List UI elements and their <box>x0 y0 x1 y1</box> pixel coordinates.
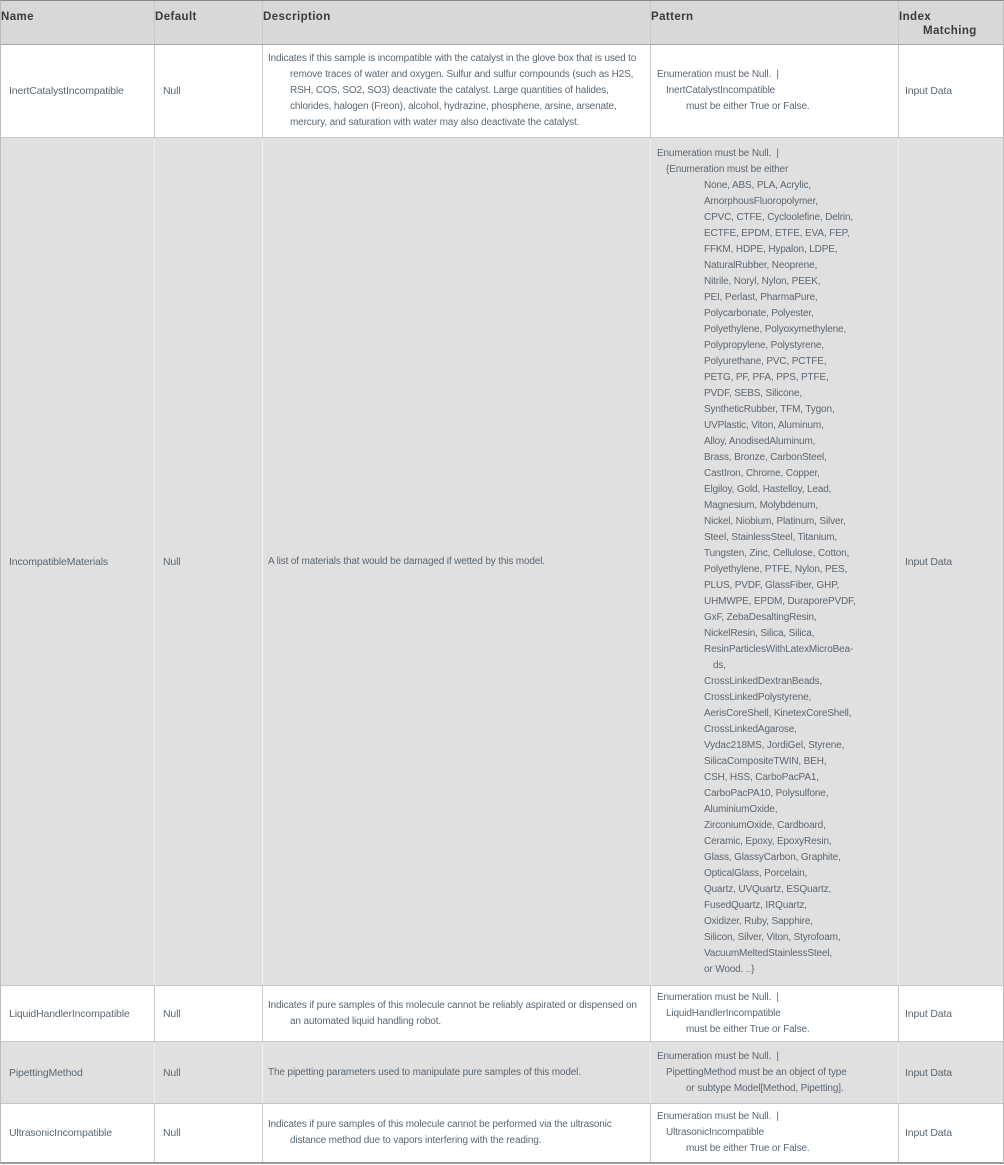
index-matching-cell <box>899 138 1004 985</box>
field-name: PipettingMethod <box>9 1066 83 1079</box>
field-name-cell <box>1 45 155 137</box>
pattern-text: Enumeration must be Null. | PipettingMethod must be an object of type or subtype Model[Method, Pipetting]. <box>657 1050 847 1094</box>
field-name-cell <box>1 1104 155 1162</box>
field-name-cell <box>1 1042 155 1103</box>
field-name: UltrasonicIncompatible <box>9 1127 112 1139</box>
description-text: Indicates if pure samples of this molecule cannot be performed via the ultrasonic distance method due to vapors interfering with the reading. <box>268 1119 612 1146</box>
description-cell <box>263 138 651 985</box>
default-value: Null <box>163 1127 181 1139</box>
field-name: IncompatibleMaterials <box>9 555 108 568</box>
pattern-cell <box>651 1104 899 1162</box>
table-row <box>1 45 1003 138</box>
default-value: Null <box>163 1007 181 1020</box>
default-value: Null <box>163 1066 181 1079</box>
index-matching-cell <box>899 1104 1004 1162</box>
description-cell <box>263 1042 651 1103</box>
description-cell <box>263 1104 651 1162</box>
pattern-text: Enumeration must be Null. | {Enumeration must be either None, ABS, PLA, Acrylic, AmorphousFluoropolymer, CPVC, CTFE, Cycloolefine, Delrin, ECTFE, EPDM, ETFE, EVA, FEP, FFKM, HDPE, Hypalon, LDPE, NaturalRubber, Neoprene, Nitrile, Noryl, Nylon, PEEK, PEI, Perlast, PharmaPure, Polycarbonate, Polyester, Polyethylene, Polyoxymethylene, Polypropylene, Polystyrene, Polyurethane, PVC, PCTFE, PETG, PF, PFA, PPS, PTFE, PVDF, SEBS, Silicone, SyntheticRubber, TFM, Tygon, UVPlastic, Viton, Aluminum, Alloy, AnodisedAluminum, Brass, Bronze, CarbonSteel, CastIron, Chrome, Copper, Elgiloy, Gold, Hastelloy, Lead, Magnesium, Molybdenum, Nickel, Niobium, Platinum, Silver, Steel, StainlessSteel, Titanium, Tungsten, Zinc, Cellulose, Cotton, Polyethylene, PTFE, Nylon, PES, PLUS, PVDF, GlassFiber, GHP, UHMWPE, EPDM, DuraporePVDF, GxF, ZebaDesaltingResin, NickelResin, Silica, Silica, ResinParticlesWithLatexMicroBea- ds, CrossLinkedDextranBeads, CrossLinkedPolystyrene, AerisCoreShell, KinetexCoreShell, CrossLinkedAgarose, Vydac218MS, JordiGel, Styrene, SilicaCompositeTWIN, BEH, CSH, HSS, CarboPacPA1, CarboPacPA10, Polysulfone, AluminiumOxide, ZirconiumOxide, Cardboard, Ceramic, Epoxy, EpoxyResin, Glass, GlassyCarbon, Graphite, OpticalGlass, Porcelain, Quartz, UVQuartz, ESQuartz, FusedQuartz, IRQuartz, Oxidizer, Ruby, Sapphire, Silicon, Silver, Viton, Styrofoam, VacuumMeltedStainlessSteel, or Wood. ..} <box>657 147 856 975</box>
pattern-cell <box>651 138 899 985</box>
column-header-name <box>1 1 155 44</box>
column-header-pattern <box>651 1 899 44</box>
column-header-index-matching <box>899 1 1004 44</box>
column-header-description-label: Description <box>263 11 331 23</box>
pattern-text: Enumeration must be Null. | UltrasonicIncompatible must be either True or False. <box>657 1111 810 1154</box>
default-cell <box>155 45 263 137</box>
table-row <box>1 1104 1003 1162</box>
description-text: The pipetting parameters used to manipulate pure samples of this model. <box>268 1066 581 1078</box>
index-matching-value: Input Data <box>905 1127 952 1139</box>
default-value: Null <box>163 555 181 568</box>
pattern-text: Enumeration must be Null. | InertCatalystIncompatible must be either True or False. <box>657 69 810 112</box>
description-text: A list of materials that would be damaged if wetted by this model. <box>268 555 545 567</box>
index-matching-cell <box>899 1042 1004 1103</box>
table-row <box>1 138 1003 986</box>
column-header-name-label: Name <box>1 11 34 23</box>
table-row <box>1 986 1003 1042</box>
table-header-row <box>1 1 1003 45</box>
column-header-default-label: Default <box>155 11 197 23</box>
column-header-description <box>263 1 651 44</box>
index-matching-value: Input Data <box>905 1066 952 1079</box>
index-matching-value: Input Data <box>905 1007 952 1020</box>
index-matching-cell <box>899 45 1004 137</box>
default-value: Null <box>163 85 181 97</box>
field-name-cell <box>1 986 155 1041</box>
pattern-cell <box>651 45 899 137</box>
field-name: LiquidHandlerIncompatible <box>9 1007 130 1020</box>
index-matching-cell <box>899 986 1004 1041</box>
description-cell <box>263 45 651 137</box>
index-matching-value: Input Data <box>905 85 952 97</box>
index-matching-value: Input Data <box>905 555 952 568</box>
column-header-pattern-label: Pattern <box>651 11 694 23</box>
pattern-cell <box>651 1042 899 1103</box>
field-name-cell <box>1 138 155 985</box>
field-name: InertCatalystIncompatible <box>9 85 124 97</box>
column-header-matching-label: Matching <box>923 25 977 37</box>
pattern-text: Enumeration must be Null. | LiquidHandlerIncompatible must be either True or False. <box>657 991 810 1035</box>
column-header-default <box>155 1 263 44</box>
default-cell <box>155 1042 263 1103</box>
default-cell <box>155 1104 263 1162</box>
default-cell <box>155 138 263 985</box>
description-text: Indicates if pure samples of this molecule cannot be reliably aspirated or dispensed on an automated liquid handling robot. <box>268 999 637 1027</box>
pattern-cell <box>651 986 899 1041</box>
description-cell <box>263 986 651 1041</box>
table-row <box>1 1042 1003 1104</box>
column-header-index-label: Index <box>899 11 932 23</box>
default-cell <box>155 986 263 1041</box>
description-text: Indicates if this sample is incompatible with the catalyst in the glove box that is used to remove traces of water and oxygen. Sulfur and sulfur compounds (such as H2S, RSH, COS, SO2, SO3) deactivate the catalyst. Large quantities of halides, chlorides, halogen (Freon), alcohol, hydrazine, phosphene, arsine, arsenate, mercury, and saturation with water may also deactivate the catalyst. <box>268 53 637 128</box>
